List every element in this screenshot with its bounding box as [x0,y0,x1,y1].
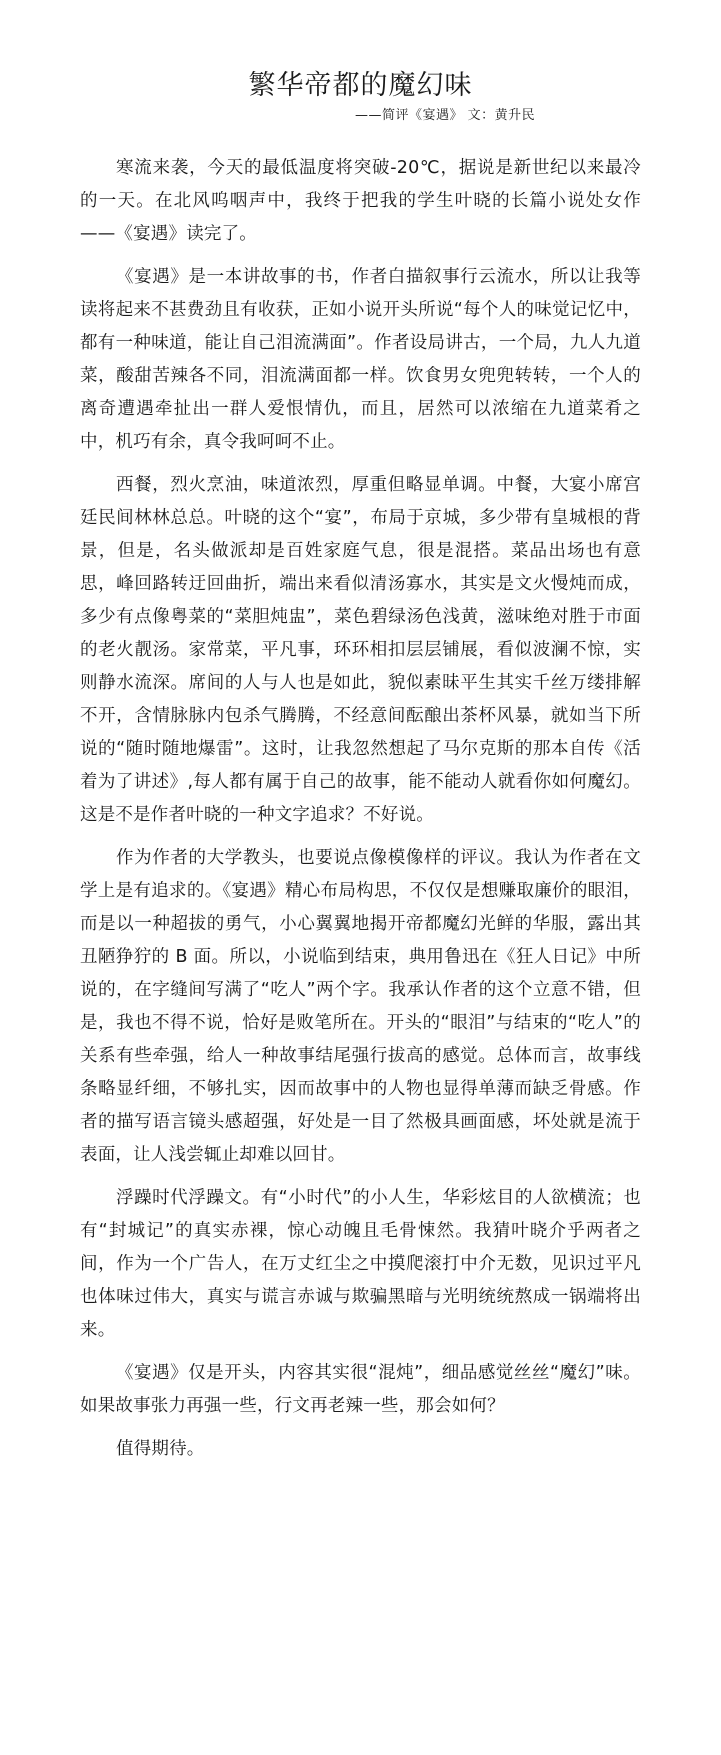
paragraph-1: 寒流来袭，今天的最低温度将突破-20℃，据说是新世纪以来最冷的一天。在北风呜咽声中，我终于把我的学生叶晓的长篇小说处女作——《宴遇》读完了。 [80,158,641,244]
paragraph-6: 《宴遇》仅是开头，内容其实很“混炖”，细品感觉丝丝“魔幻”味。如果故事张力再强一些，行文再老辣一些，那会如何？ [80,1363,641,1416]
paragraph-7: 值得期待。 [116,1439,205,1459]
paragraph-2: 《宴遇》是一本讲故事的书，作者白描叙事行云流水，所以让我等读将起来不甚费劲且有收获，正如小说开头所说“每个人的味觉记忆中，都有一种味道，能让自己泪流满面”。作者设局讲古，一个局，九人九道菜，酸甜苦辣各不同，泪流满面都一样。饮食男女兜兜转转，一个人的离奇遭遇牵扯出一群人爱恨情仇，而且，居然可以浓缩在九道菜肴之中，机巧有余，真令我呵呵不止。 [80,267,641,452]
article-body [80,152,641,1466]
article-byline: ——简评《宴遇》 文：黄升民 [355,108,536,123]
article-title: 繁华帝都的魔幻味 [248,70,473,101]
paragraph-3: 西餐，烈火烹油，味道浓烈，厚重但略显单调。中餐，大宴小席宫廷民间林林总总。叶晓的这个“宴”，布局于京城，多少带有皇城根的背景，但是，名头做派却是百姓家庭气息，很是混搭。菜品出场也有意思，峰回路转迂回曲折，端出来看似清汤寡水，其实是文火慢炖而成，多少有点像粤菜的“菜胆炖盅”，菜色碧绿汤色浅黄，滋味绝对胜于市面的老火靓汤。家常菜，平凡事，环环相扣层层铺展，看似波澜不惊，实则静水流深。席间的人与人也是如此，貌似素昧平生其实千丝万缕排解不开，含情脉脉内包杀气腾腾，不经意间酝酿出茶杯风暴，就如当下所说的“随时随地爆雷”。这时，让我忽然想起了马尔克斯的那本自传《活着为了讲述》,每人都有属于自己的故事，能不能动人就看你如何魔幻。这是不是作者叶晓的一种文字追求？不好说。 [80,475,641,825]
paragraph-5: 浮躁时代浮躁文。有“小时代”的小人生，华彩炫目的人欲横流；也有“封城记”的真实赤裸，惊心动魄且毛骨悚然。我猜叶晓介乎两者之间，作为一个广告人，在万丈红尘之中摸爬滚打中介无数，见识过平凡也体味过伟大，真实与谎言赤诚与欺骗黑暗与光明统统熬成一锅端将出来。 [80,1188,641,1340]
paragraph-4: 作为作者的大学教头，也要说点像模像样的评议。我认为作者在文学上是有追求的。《宴遇》精心布局构思，不仅仅是想赚取廉价的眼泪，而是以一种超拔的勇气，小心翼翼地揭开帝都魔幻光鲜的华服，露出其丑陋狰狞的 B 面。所以，小说临到结束，典用鲁迅在《狂人日记》中所说的，在字缝间写满了“吃人”两个字。我承认作者的这个立意不错，但是，我也不得不说，恰好是败笔所在。开头的“眼泪”与结束的“吃人”的关系有些牵强，给人一种故事结尾强行拔高的感觉。总体而言，故事线条略显纤细，不够扎实，因而故事中的人物也显得单薄而缺乏骨感。作者的描写语言镜头感超强，好处是一目了然极具画面感，坏处就是流于表面，让人浅尝辄止却难以回甘。 [80,848,641,1165]
